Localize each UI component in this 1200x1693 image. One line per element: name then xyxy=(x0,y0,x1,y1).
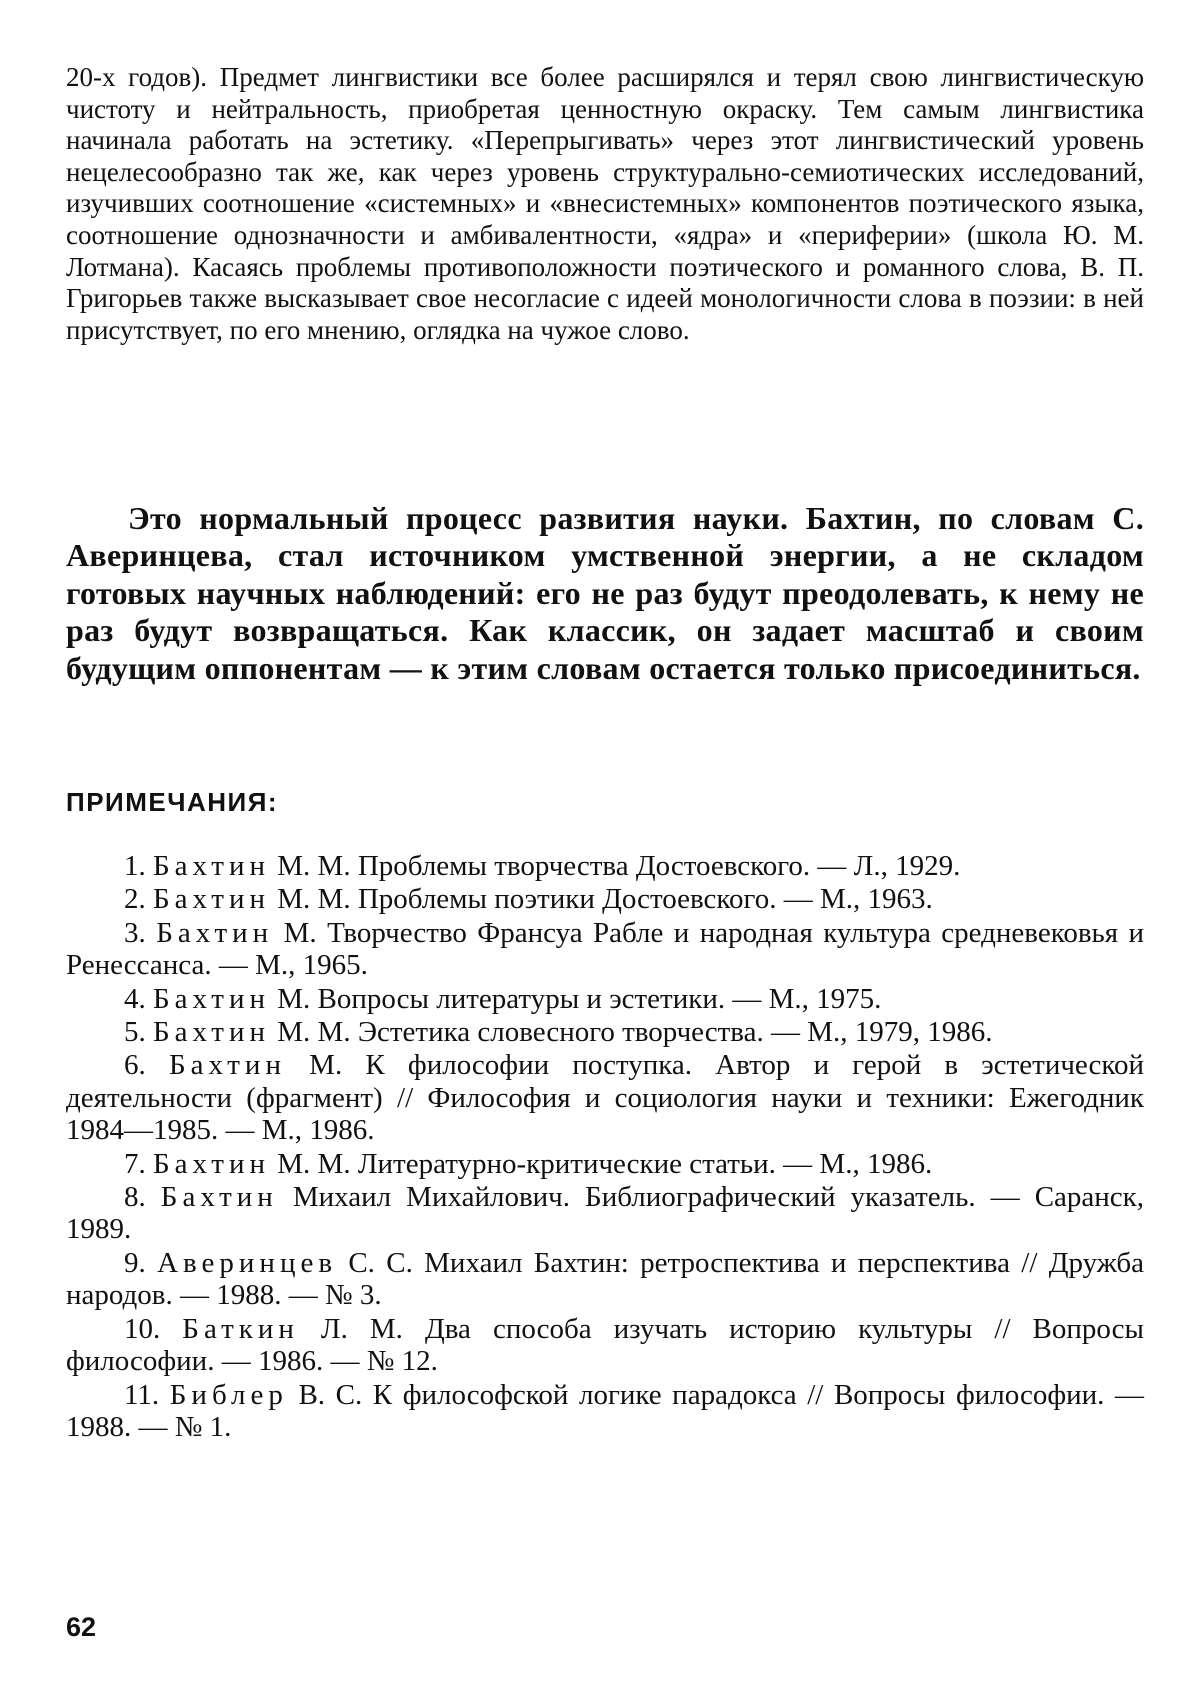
note-item xyxy=(66,1016,1144,1048)
note-number: 7. xyxy=(124,1147,146,1180)
note-number: 6. xyxy=(124,1049,146,1082)
note-text: М. М. Проблемы поэтики Достоевского. — М., 1963. xyxy=(277,883,933,916)
note-item xyxy=(66,1148,1144,1180)
note-number: 11. xyxy=(124,1378,160,1411)
note-item xyxy=(66,1049,1144,1146)
note-author: Аверинцев xyxy=(157,1246,338,1279)
note-number: 1. xyxy=(124,850,146,882)
conclusion-paragraph: Это нормальный процесс развития науки. Бахтин, по словам С. Аверинцева, стал источником умственной энергии, а не складом готовых научных наблюдений: его не раз будут преодолевать, к нему не раз будут возвращаться. Как классик, он задает масштаб и своим будущим оппонентам — к этим словам остается только присоединиться. xyxy=(66,500,1144,686)
note-author: Бахтин xyxy=(156,916,274,949)
note-author: Баткин xyxy=(182,1312,299,1345)
note-text: Михаил Михайлович. Библиографический указатель. — Саранск, 1989. xyxy=(66,1181,1145,1246)
note-text: М. К философии поступка. Автор и герой в эстетической деятельности (фрагмент) // Философия и социология науки и техники: Ежегодник 1984—1985. — М., 1986. xyxy=(66,1049,1145,1147)
notes-heading: ПРИМЕЧАНИЯ: xyxy=(66,787,279,817)
note-item xyxy=(66,850,1144,882)
note-number: 3. xyxy=(124,916,146,949)
note-number: 4. xyxy=(124,982,146,1015)
page-content xyxy=(66,62,1145,1443)
note-text: С. С. Михаил Бахтин: ретроспектива и перспектива // Дружба народов. — 1988. — № 3. xyxy=(66,1246,1144,1312)
note-number: 5. xyxy=(124,1016,146,1049)
note-item xyxy=(66,983,1144,1015)
note-text: М. Творчество Франсуа Рабле и народная культура средневековья и Ренессанса. — М., 1965. xyxy=(66,916,1145,982)
intro-paragraph: 20-х годов). Предмет лингвистики все более расширялся и терял свою лингвистическую чистоту и нейтральность, приобретая ценностную окраску. Тем самым лингвистика начинала работать на эстетику. «Перепрыгивать» через этот лингвистический уровень нецелесообразно так же, как через уровень структурально-семиотических исследований, изучивших соотношение «системных» и «внесистемных» компонентов поэтического языка, соотношение однозначности и амбивалентности, «ядра» и «периферии» (школа Ю. М. Лотмана). Касаясь проблемы противоположности поэтического и романного слова, В. П. Григорьев также высказывает свое несогласие с идеей монологичности слова в поэзии: в ней присутствует, по его мнению, оглядка на чужое слово. xyxy=(66,62,1144,345)
note-number: 8. xyxy=(124,1181,146,1214)
note-item xyxy=(66,883,1144,915)
note-author: Бахтин xyxy=(153,1147,271,1180)
note-text: В. С. К философской логике парадокса // Вопросы философии. — 1988. — № 1. xyxy=(66,1378,1145,1443)
note-text: М. М. Эстетика словесного творчества. — М., 1979, 1986. xyxy=(277,1016,993,1049)
note-author: Бахтин xyxy=(153,850,271,882)
note-item xyxy=(66,1313,1144,1378)
note-number: 10. xyxy=(124,1312,161,1345)
note-text: М. М. Литературно-критические статьи. — М., 1986. xyxy=(277,1147,933,1180)
note-author: Бахтин xyxy=(153,883,271,916)
note-text: М. Вопросы литературы и эстетики. — М., 1975. xyxy=(277,982,882,1015)
note-item xyxy=(66,1247,1144,1312)
note-item xyxy=(66,1379,1144,1444)
note-author: Бахтин xyxy=(153,982,271,1015)
note-item xyxy=(66,917,1144,982)
notes-list xyxy=(66,850,1144,1444)
note-author: Бахтин xyxy=(160,1181,278,1214)
note-author: Библер xyxy=(169,1378,288,1411)
page-number: 62 xyxy=(66,1612,97,1642)
note-number: 9. xyxy=(124,1246,146,1279)
note-number: 2. xyxy=(124,883,146,916)
note-text: М. М. Проблемы творчества Достоевского. — Л., 1929. xyxy=(277,850,961,882)
note-author: Бахтин xyxy=(168,1049,286,1082)
note-text: Л. М. Два способа изучать историю культуры // Вопросы философии. — 1986. — № 12. xyxy=(66,1312,1144,1378)
note-item xyxy=(66,1181,1144,1246)
note-author: Бахтин xyxy=(153,1016,271,1049)
